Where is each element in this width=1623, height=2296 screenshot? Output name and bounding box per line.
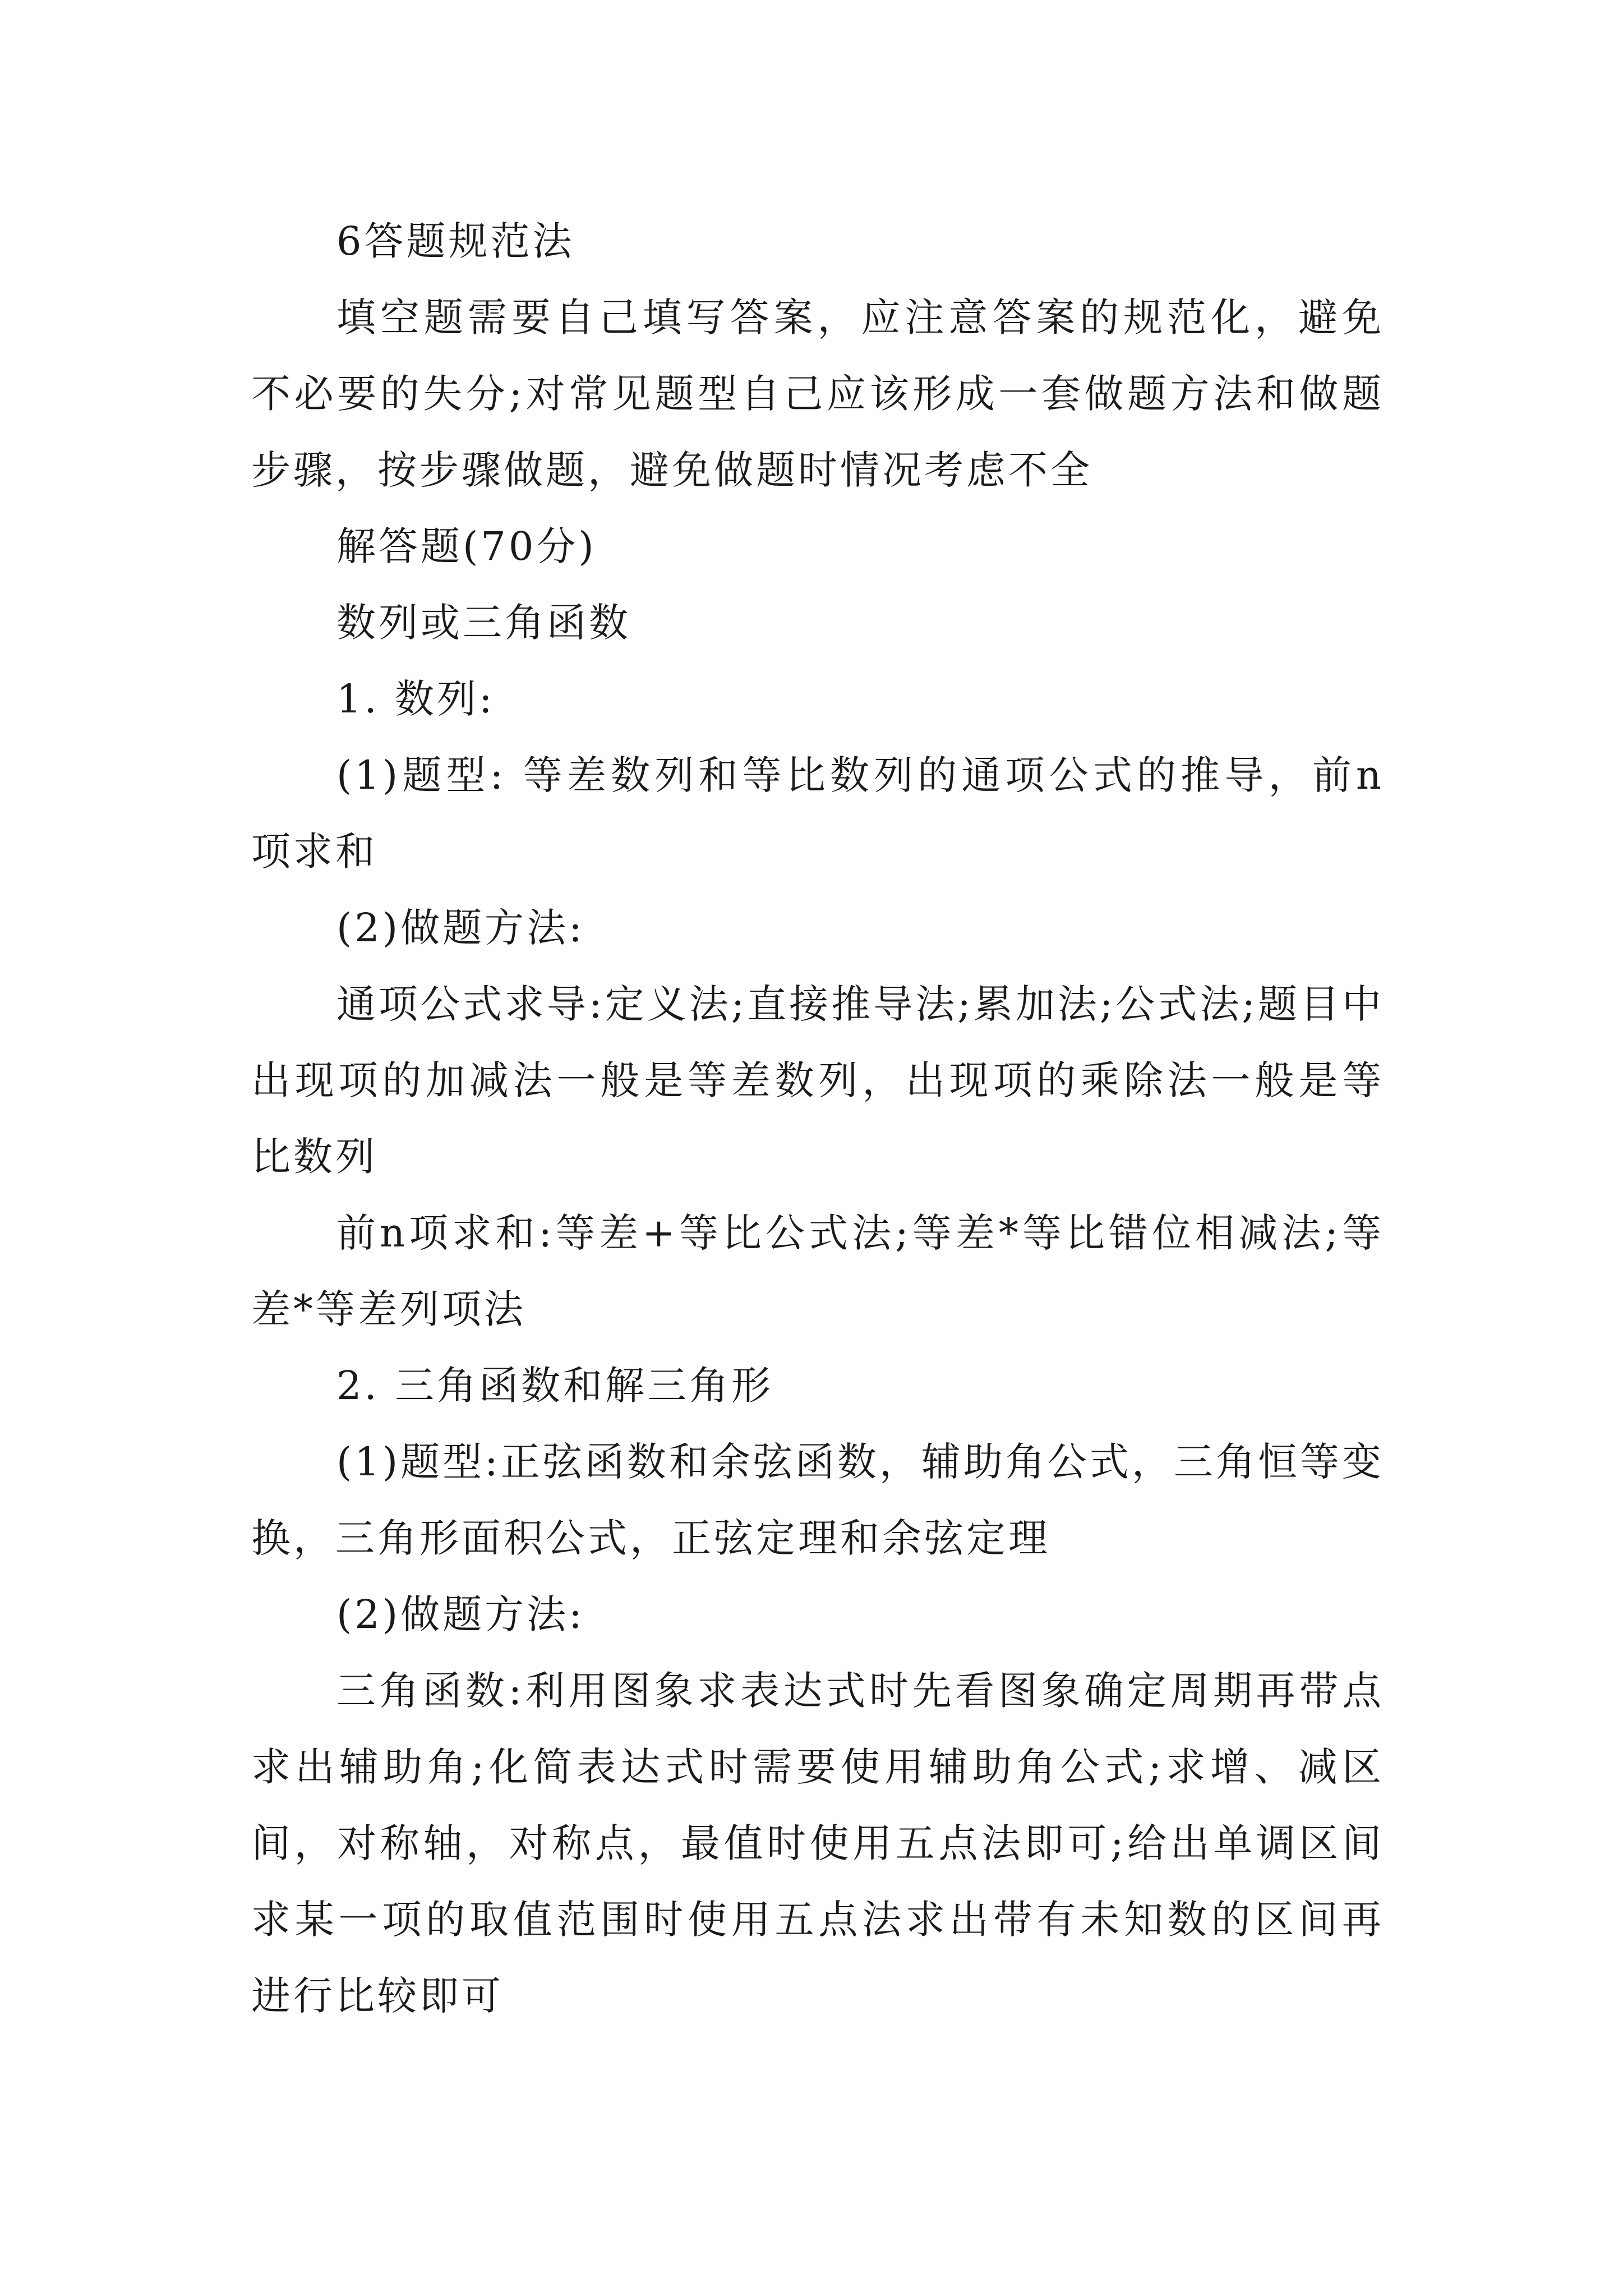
paragraph-general-term-methods: 通项公式求导:定义法;直接推导法;累加法;公式法;题目中出现项的加减法一般是等差数列，出现项的乘除法一般是等比数列 <box>251 981 1384 1180</box>
paragraph-sum-methods: 前n项求和:等差+等比公式法;等差*等比错位相减法;等差*等差列项法 <box>251 1210 1384 1332</box>
section-heading-answer-norms: 6答题规范法 <box>336 218 575 264</box>
paragraph-fill-in-blank: 填空题需要自己填写答案，应注意答案的规范化，避免不必要的失分;对常见题型自己应该形成一套做题方法和做题步骤，按步骤做题，避免做题时情况考虑不全 <box>251 295 1384 493</box>
paragraph-trig-methods-heading: (2)做题方法: <box>336 1591 585 1637</box>
document-body <box>251 203 1384 2034</box>
paragraph-sequence-question-types: (1)题型: 等差数列和等比数列的通项公式的推导，前n项求和 <box>251 752 1384 875</box>
section-heading-answer-questions: 解答题(70分) <box>336 523 597 569</box>
item-heading-trig: 2. 三角函数和解三角形 <box>336 1363 774 1409</box>
paragraph-trig-methods: 三角函数:利用图象求表达式时先看图象确定周期再带点求出辅助角;化简表达式时需要使用辅助角公式;求增、减区间，对称轴，对称点，最值时使用五点法即可;给出单调区间求某一项的取值范围时使用五点法求出带有未知数的区间再进行比较即可 <box>251 1668 1384 2019</box>
paragraph-trig-question-types: (1)题型:正弦函数和余弦函数，辅助角公式，三角恒等变换，三角形面积公式，正弦定理和余弦定理 <box>251 1439 1384 1561</box>
subheading-sequence-or-trig: 数列或三角函数 <box>336 600 631 646</box>
item-heading-sequences: 1. 数列: <box>336 676 495 722</box>
paragraph-sequence-methods-heading: (2)做题方法: <box>336 905 585 951</box>
